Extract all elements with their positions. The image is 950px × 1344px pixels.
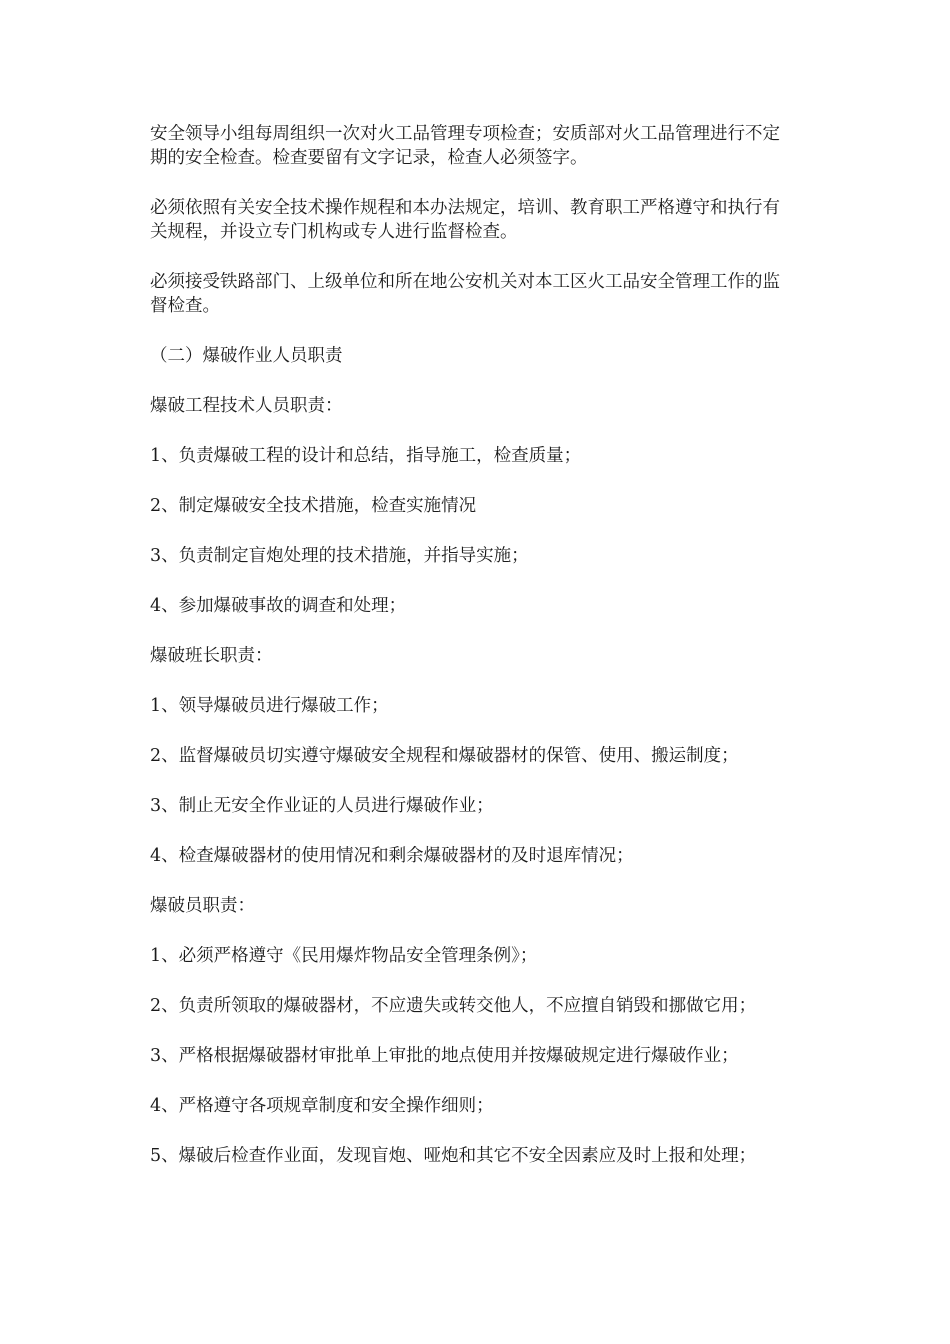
list-item-leader-1: 1、领导爆破员进行爆破工作；: [150, 696, 389, 716]
paragraph-inspection-schedule: 安全领导小组每周组织一次对火工品管理专项检查；安质部对火工品管理进行不定期的安全检查。检查要留有文字记录，检查人必须签字。: [150, 124, 780, 168]
list-item-engineer-3: 3、负责制定盲炮处理的技术措施，并指导实施；: [150, 546, 529, 566]
list-item-blaster-2: 2、负责所领取的爆破器材，不应遗失或转交他人，不应擅自销毁和挪做它用；: [150, 996, 757, 1016]
document-page: [150, 122, 790, 1194]
list-item-leader-4: 4、检查爆破器材的使用情况和剩余爆破器材的及时退库情况；: [150, 846, 634, 866]
subheading-blaster-duties: 爆破员职责：: [150, 896, 255, 916]
paragraph-external-supervision: 必须接受铁路部门、上级单位和所在地公安机关对本工区火工品安全管理工作的监督检查。: [150, 272, 780, 316]
list-item-leader-3: 3、制止无安全作业证的人员进行爆破作业；: [150, 796, 494, 816]
list-item-engineer-1: 1、负责爆破工程的设计和总结，指导施工，检查质量；: [150, 446, 582, 466]
list-item-leader-2: 2、监督爆破员切实遵守爆破安全规程和爆破器材的保管、使用、搬运制度；: [150, 746, 739, 766]
list-item-engineer-2: 2、制定爆破安全技术措施，检查实施情况: [150, 496, 477, 516]
list-item-engineer-4: 4、参加爆破事故的调查和处理；: [150, 596, 407, 616]
subheading-team-leader-duties: 爆破班长职责：: [150, 646, 273, 666]
list-item-blaster-1: 1、必须严格遵守《民用爆炸物品安全管理条例》；: [150, 946, 538, 966]
paragraph-training-supervision: 必须依照有关安全技术操作规程和本办法规定，培训、教育职工严格遵守和执行有关规程，并设立专门机构或专人进行监督检查。: [150, 198, 780, 242]
subheading-engineer-duties: 爆破工程技术人员职责：: [150, 396, 343, 416]
list-item-blaster-4: 4、严格遵守各项规章制度和安全操作细则；: [150, 1096, 494, 1116]
section-heading-blasting-personnel: （二）爆破作业人员职责: [150, 346, 343, 366]
list-item-blaster-3: 3、严格根据爆破器材审批单上审批的地点使用并按爆破规定进行爆破作业；: [150, 1046, 739, 1066]
list-item-blaster-5: 5、爆破后检查作业面，发现盲炮、哑炮和其它不安全因素应及时上报和处理；: [150, 1146, 757, 1166]
